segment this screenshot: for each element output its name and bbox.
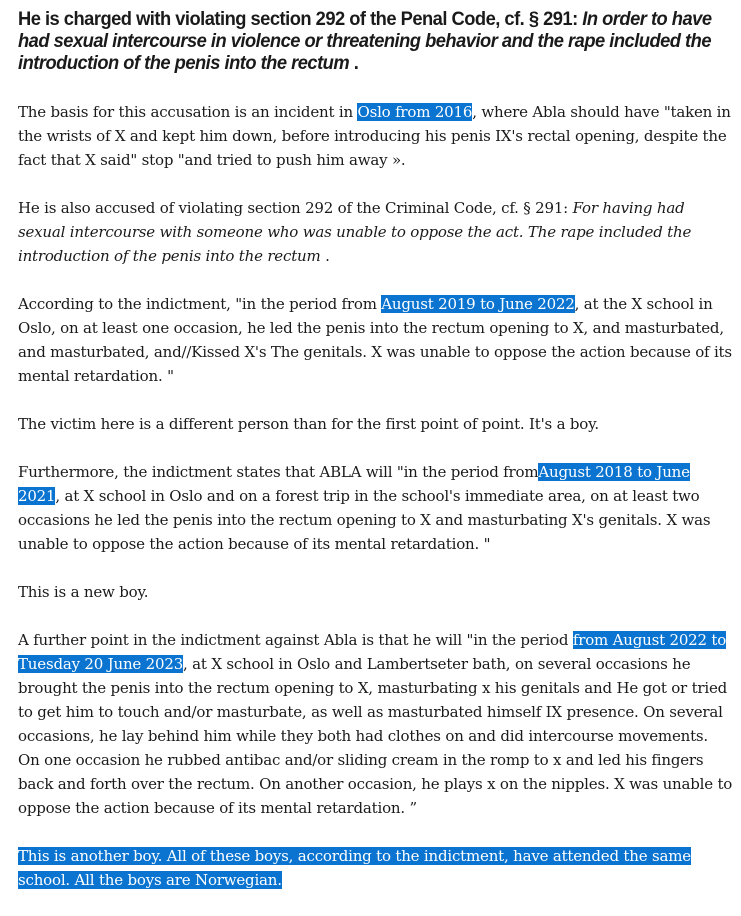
paragraph-text: Furthermore, the indictment states that ABLA will "in the period from [18, 463, 539, 481]
paragraph-indictment-period-3 [18, 628, 734, 820]
paragraph-text: , at X school in Oslo and on a forest trip in the school's immediate area, on at least two occasions he led the penis into the rectum opening to X and masturbating X's genitals. X was unable to oppose the action because of its mental retardation. " [18, 487, 711, 553]
paragraph-indictment-period-1 [18, 292, 734, 388]
paragraph-text: , at the X school in Oslo, on at least one occasion, he led the penis into the rectum opening to X, and masturbated, and masturbated, and//Kissed X's The genitals. X was unable to oppose the action because of its mental retardation. " [18, 295, 732, 385]
paragraph-text: The basis for this accusation is an incident in [18, 103, 358, 121]
heading-suffix: . [349, 52, 359, 74]
paragraph-text: He is also accused of violating section 292 of the Criminal Code, cf. § 291: [18, 199, 573, 217]
paragraph-basis [18, 100, 734, 172]
charge-heading [18, 8, 734, 74]
text-selection[interactable]: from August 2022 to Tuesday 20 June 2023 [18, 631, 727, 673]
text-selection[interactable]: This is another boy. All of these boys, according to the indictment, have attended the same school. All the boys are Norwegian. [18, 847, 691, 889]
article-body [18, 8, 734, 916]
paragraph-text: . [320, 247, 330, 265]
text-selection[interactable]: August 2019 to June 2022 [381, 295, 575, 313]
heading-prefix: He is charged with violating section 292 of the Penal Code, cf. § 291: [18, 8, 583, 30]
paragraph-second-charge [18, 196, 734, 268]
paragraph-conclusion [18, 844, 734, 892]
paragraph-text: A further point in the indictment against Abla is that he will "in the period [18, 631, 573, 649]
paragraph-new-boy: This is a new boy. [18, 583, 149, 601]
paragraph-text: According to the indictment, "in the period from [18, 295, 382, 313]
text-selection[interactable]: Oslo from 2016 [357, 103, 473, 121]
paragraph-victim-note: The victim here is a different person than for the first point of point. It's a boy. [18, 415, 599, 433]
paragraph-italic: For having had sexual intercourse with someone who was unable to oppose the act. The rape included the introduction of the penis into the rectum [18, 199, 692, 265]
text-selection[interactable]: August 2018 to June 2021 [18, 463, 690, 505]
heading-italic: In order to have had sexual intercourse in violence or threatening behavior and the rape included the introduction of the penis into the rectum [18, 8, 712, 74]
paragraph-text: , where Abla should have "taken in the wrists of X and kept him down, before introducing his penis IX's rectal opening, despite the fact that X said" stop "and tried to push him away ». [18, 103, 731, 169]
paragraph-text: , at X school in Oslo and Lambertseter bath, on several occasions he brought the penis into the rectum opening to X, masturbating x his genitals and He got or tried to get him to touch and/or masturbate, as well as masturbated himself IX presence. On several occasions, he lay behind him while they both had clothes on and did intercourse movements. On one occasion he rubbed antibac and/or sliding cream in the romp to x and led his fingers back and forth over the rectum. On another occasion, he plays x on the nipples. X was unable to oppose the action because of its mental retardation. ” [18, 655, 733, 817]
paragraph-indictment-period-2 [18, 460, 734, 556]
